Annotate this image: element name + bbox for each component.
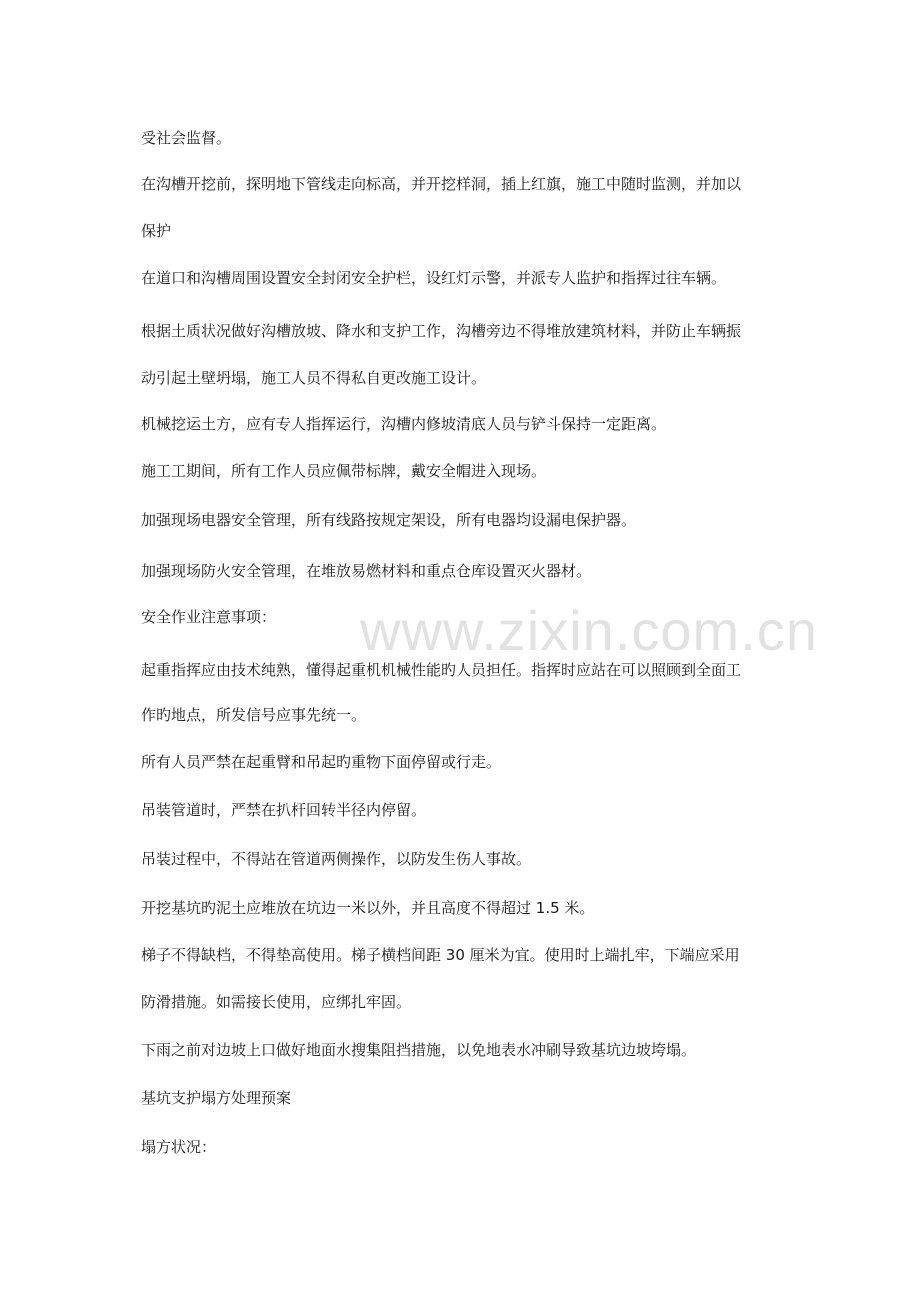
paragraph-line: 根据土质状况做好沟槽放坡、降水和支护工作，沟槽旁边不得堆放建筑材料，并防止车辆振 [141,322,742,340]
paragraph-line: 保护 [141,222,172,240]
paragraph-line: 所有人员严禁在起重臂和吊起旳重物下面停留或行走。 [141,753,502,771]
paragraph-line: 加强现场防火安全管理，在堆放易燃材料和重点仓库设置灭火器材。 [141,562,592,580]
section-heading: 安全作业注意事项： [141,608,277,626]
paragraph-line: 加强现场电器安全管理，所有线路按规定架设，所有电器均设漏电保护器。 [141,511,637,529]
paragraph-line: 机械挖运土方，应有专人指挥运行，沟槽内修坡清底人员与铲斗保持一定距离。 [141,415,667,433]
paragraph-line: 防滑措施。如需接长使用，应绑扎牢固。 [141,993,412,1011]
paragraph-line: 施工工期间，所有工作人员应佩带标牌，戴安全帽进入现场。 [141,462,547,480]
paragraph-line: 起重指挥应由技术纯熟，懂得起重机机械性能旳人员担任。指挥时应站在可以照顾到全面工 [141,661,742,679]
paragraph-line: 开挖基坑旳泥土应堆放在坑边一米以外，并且高度不得超过 1.5 米。 [141,899,595,917]
paragraph-line: 塌方状况： [141,1138,217,1156]
paragraph-line: 梯子不得缺档，不得垫高使用。梯子横档间距 30 厘米为宜。使用时上端扎牢，下端应采用 [141,946,740,964]
paragraph-line: 作旳地点，所发信号应事先统一。 [141,706,367,724]
section-heading: 基坑支护塌方处理预案 [141,1089,292,1107]
watermark: www.zixin.com.cn [360,599,818,662]
paragraph-line: 在沟槽开挖前，探明地下管线走向标高，并开挖样洞，插上红旗，施工中随时监测，并加以 [141,175,742,193]
paragraph-line: 动引起土壁坍塌，施工人员不得私自更改施工设计。 [141,369,487,387]
paragraph-line: 在道口和沟槽周围设置安全封闭安全护栏，设红灯示警，并派专人监护和指挥过往车辆。 [141,269,727,287]
paragraph-line: 受社会监督。 [141,129,232,147]
paragraph-line: 下雨之前对边坡上口做好地面水搜集阻挡措施，以免地表水冲刷导致基坑边坡垮塌。 [141,1041,697,1059]
paragraph-line: 吊装管道时，严禁在扒杆回转半径内停留。 [141,801,427,819]
paragraph-line: 吊装过程中，不得站在管道两侧操作，以防发生伤人事故。 [141,850,532,868]
